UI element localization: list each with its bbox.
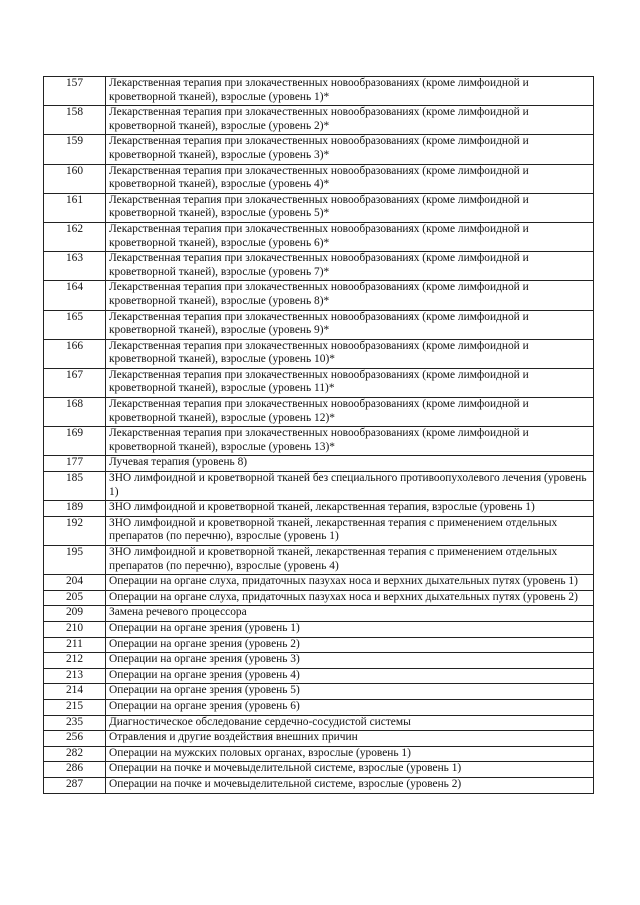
- table-row: [44, 621, 594, 637]
- table-row: [44, 252, 594, 281]
- table-row: [44, 516, 594, 545]
- row-code: 195: [44, 546, 106, 575]
- row-code: 169: [44, 427, 106, 456]
- row-code: 282: [44, 746, 106, 762]
- row-description: Лекарственная терапия при злокачественных новообразованиях (кроме лимфоидной и кроветворной тканей), взрослые (уровень 7)*: [106, 252, 594, 281]
- table-row: [44, 398, 594, 427]
- row-code: 166: [44, 339, 106, 368]
- row-description: Операции на органе зрения (уровень 1): [106, 621, 594, 637]
- table-row: [44, 684, 594, 700]
- row-code: 158: [44, 106, 106, 135]
- row-description: Лекарственная терапия при злокачественных новообразованиях (кроме лимфоидной и кроветворной тканей), взрослые (уровень 4)*: [106, 164, 594, 193]
- table-row: [44, 731, 594, 747]
- row-description: Лекарственная терапия при злокачественных новообразованиях (кроме лимфоидной и кроветворной тканей), взрослые (уровень 8)*: [106, 281, 594, 310]
- row-description: Лекарственная терапия при злокачественных новообразованиях (кроме лимфоидной и кроветворной тканей), взрослые (уровень 10)*: [106, 339, 594, 368]
- row-description: Операции на органе зрения (уровень 3): [106, 653, 594, 669]
- row-code: 287: [44, 777, 106, 793]
- row-code: 185: [44, 472, 106, 501]
- row-code: 157: [44, 77, 106, 106]
- row-code: 211: [44, 637, 106, 653]
- table-row: [44, 546, 594, 575]
- row-code: 209: [44, 606, 106, 622]
- row-description: Лекарственная терапия при злокачественных новообразованиях (кроме лимфоидной и кроветворной тканей), взрослые (уровень 9)*: [106, 310, 594, 339]
- row-code: 164: [44, 281, 106, 310]
- row-code: 286: [44, 762, 106, 778]
- row-description: Лекарственная терапия при злокачественных новообразованиях (кроме лимфоидной и кроветворной тканей), взрослые (уровень 2)*: [106, 106, 594, 135]
- table-row: [44, 339, 594, 368]
- row-code: 162: [44, 222, 106, 251]
- csg-table: [43, 76, 594, 794]
- table-body: [44, 77, 594, 794]
- row-description: Замена речевого процессора: [106, 606, 594, 622]
- row-description: Операции на почке и мочевыделительной системе, взрослые (уровень 2): [106, 777, 594, 793]
- table-row: [44, 762, 594, 778]
- row-description: Лекарственная терапия при злокачественных новообразованиях (кроме лимфоидной и кроветворной тканей), взрослые (уровень 6)*: [106, 222, 594, 251]
- row-description: Операции на органе зрения (уровень 5): [106, 684, 594, 700]
- table-row: [44, 193, 594, 222]
- row-code: 161: [44, 193, 106, 222]
- table-row: [44, 135, 594, 164]
- table-row: [44, 77, 594, 106]
- row-code: 235: [44, 715, 106, 731]
- table-row: [44, 368, 594, 397]
- table-row: [44, 777, 594, 793]
- table-row: [44, 746, 594, 762]
- row-description: Лучевая терапия (уровень 8): [106, 456, 594, 472]
- row-code: 167: [44, 368, 106, 397]
- row-description: Операции на органе зрения (уровень 2): [106, 637, 594, 653]
- row-code: 256: [44, 731, 106, 747]
- row-description: Операции на органе зрения (уровень 4): [106, 668, 594, 684]
- table-row: [44, 281, 594, 310]
- row-code: 163: [44, 252, 106, 281]
- table-row: [44, 106, 594, 135]
- row-description: Лекарственная терапия при злокачественных новообразованиях (кроме лимфоидной и кроветворной тканей), взрослые (уровень 1)*: [106, 77, 594, 106]
- row-code: 160: [44, 164, 106, 193]
- table-row: [44, 310, 594, 339]
- table-row: [44, 606, 594, 622]
- row-code: 165: [44, 310, 106, 339]
- row-description: Лекарственная терапия при злокачественных новообразованиях (кроме лимфоидной и кроветворной тканей), взрослые (уровень 3)*: [106, 135, 594, 164]
- table-row: [44, 222, 594, 251]
- row-description: ЗНО лимфоидной и кроветворной тканей, лекарственная терапия с применением отдельных препаратов (по перечню), взрослые (уровень 1): [106, 516, 594, 545]
- row-code: 168: [44, 398, 106, 427]
- table-row: [44, 164, 594, 193]
- row-code: 212: [44, 653, 106, 669]
- table-row: [44, 637, 594, 653]
- row-description: Операции на почке и мочевыделительной системе, взрослые (уровень 1): [106, 762, 594, 778]
- row-code: 204: [44, 575, 106, 591]
- table-row: [44, 501, 594, 517]
- table-row: [44, 472, 594, 501]
- table-row: [44, 427, 594, 456]
- table-row: [44, 590, 594, 606]
- row-description: Лекарственная терапия при злокачественных новообразованиях (кроме лимфоидной и кроветворной тканей), взрослые (уровень 12)*: [106, 398, 594, 427]
- table-row: [44, 456, 594, 472]
- table-row: [44, 715, 594, 731]
- row-code: 215: [44, 699, 106, 715]
- row-code: 177: [44, 456, 106, 472]
- row-description: Лекарственная терапия при злокачественных новообразованиях (кроме лимфоидной и кроветворной тканей), взрослые (уровень 5)*: [106, 193, 594, 222]
- row-description: Операции на органе слуха, придаточных пазухах носа и верхних дыхательных путях (уровень 2): [106, 590, 594, 606]
- row-description: ЗНО лимфоидной и кроветворной тканей, лекарственная терапия, взрослые (уровень 1): [106, 501, 594, 517]
- row-description: Диагностическое обследование сердечно-сосудистой системы: [106, 715, 594, 731]
- row-code: 205: [44, 590, 106, 606]
- row-description: Лекарственная терапия при злокачественных новообразованиях (кроме лимфоидной и кроветворной тканей), взрослые (уровень 11)*: [106, 368, 594, 397]
- row-description: ЗНО лимфоидной и кроветворной тканей, лекарственная терапия с применением отдельных препаратов (по перечню), взрослые (уровень 4): [106, 546, 594, 575]
- row-description: Лекарственная терапия при злокачественных новообразованиях (кроме лимфоидной и кроветворной тканей), взрослые (уровень 13)*: [106, 427, 594, 456]
- row-description: Отравления и другие воздействия внешних причин: [106, 731, 594, 747]
- row-code: 159: [44, 135, 106, 164]
- row-description: ЗНО лимфоидной и кроветворной тканей без специального противоопухолевого лечения (уровень 1): [106, 472, 594, 501]
- row-code: 210: [44, 621, 106, 637]
- table-row: [44, 668, 594, 684]
- row-description: Операции на органе зрения (уровень 6): [106, 699, 594, 715]
- row-code: 213: [44, 668, 106, 684]
- row-description: Операции на мужских половых органах, взрослые (уровень 1): [106, 746, 594, 762]
- table-row: [44, 575, 594, 591]
- table-row: [44, 653, 594, 669]
- row-code: 214: [44, 684, 106, 700]
- row-code: 189: [44, 501, 106, 517]
- row-description: Операции на органе слуха, придаточных пазухах носа и верхних дыхательных путях (уровень 1): [106, 575, 594, 591]
- row-code: 192: [44, 516, 106, 545]
- table-row: [44, 699, 594, 715]
